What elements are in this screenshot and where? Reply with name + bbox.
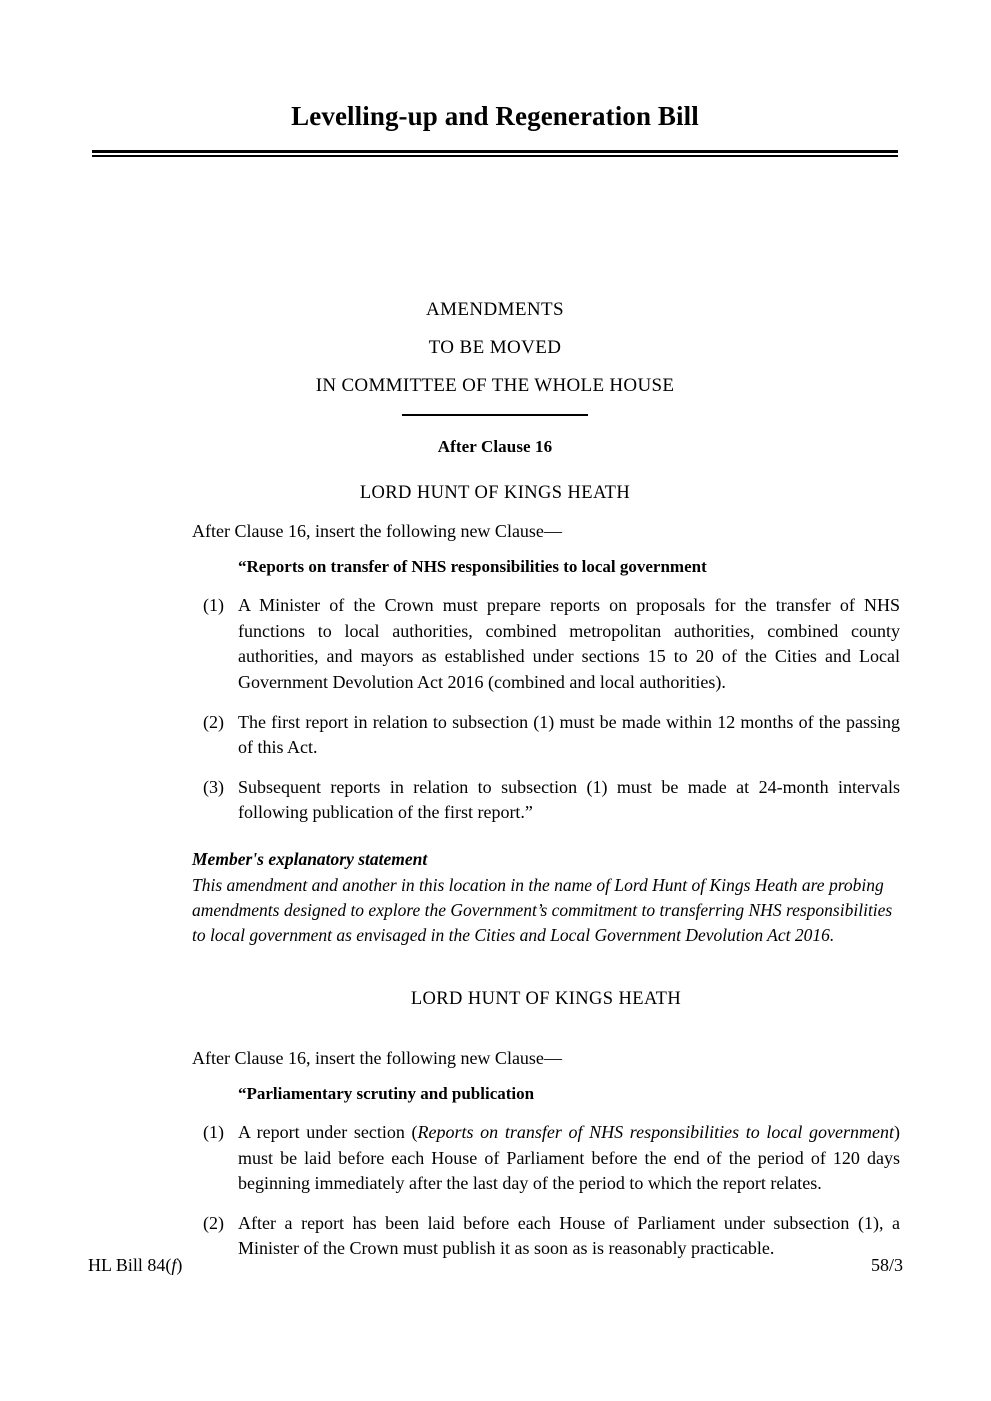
explanatory-statement-title: Member's explanatory statement (192, 848, 428, 869)
masthead-double-rule (92, 150, 898, 157)
lead-in-text-2: After Clause 16, insert the following new Clause (192, 1047, 544, 1068)
body-content (192, 519, 900, 1276)
subsection-text: The first report in relation to subsection (1) must be made within 12 months of the passing of this Act. (238, 711, 900, 758)
heading-block (92, 300, 898, 504)
sponsor-name-2: LORD HUNT OF KINGS HEATH (410, 988, 682, 1009)
subsection-number: (1) (203, 595, 224, 616)
lead-in-dash-2: — (543, 1047, 562, 1068)
subsection-number: (1) (203, 1121, 224, 1142)
section-reference-italic: Reports on transfer of NHS responsibilities to local government (417, 1121, 894, 1142)
subsection-number: (3) (203, 776, 224, 797)
heading-in-committee: IN COMMITTEE OF THE WHOLE HOUSE (315, 375, 675, 396)
subsection-row (192, 593, 900, 695)
amendment-block-1 (192, 519, 900, 948)
amendment-lead-in-2 (192, 1046, 900, 1070)
lead-in-dash-1: — (543, 521, 562, 541)
clause-heading-2: “Parliamentary scrutiny and publication (238, 1083, 535, 1103)
clause-marker: After Clause 16 (437, 436, 553, 456)
heading-to-be-moved: TO BE MOVED (428, 337, 562, 358)
rule-thin (92, 155, 898, 157)
explanatory-statement-text: This amendment and another in this location in the name of Lord Hunt of Kings Heath are probing amendments designed to explore the Government’s commitment to transferring NHS responsibilities to local government as envisaged in the Cities and Local Government Devolution Act 2016. (192, 874, 893, 945)
subsection-text-before: A report under section ( (238, 1121, 418, 1142)
subsection-number: (2) (203, 1212, 224, 1233)
heading-divider-rule (402, 414, 588, 416)
page-number: 58/3 (870, 1255, 903, 1275)
lead-in-text-1: After Clause 16, insert the following new Clause (192, 521, 544, 541)
subsection-text: A Minister of the Crown must prepare reports on proposals for the transfer of NHS functions to local authorities, combined metropolitan authorities, combined county authorities, and mayors as established under sections 15 to 20 of the Cities and Local Government Devolution Act 2016 (combined and local authorities). (238, 595, 900, 693)
bill-reference-prefix: HL Bill 84( (88, 1255, 172, 1275)
sponsor-name: LORD HUNT OF KINGS HEATH (359, 482, 631, 503)
subsection-text: Subsequent reports in relation to subsection (1) must be made at 24-month intervals following publication of the first report.” (238, 776, 900, 823)
amendment-lead-in-1 (192, 519, 900, 543)
bill-reference-letter: f (171, 1255, 177, 1275)
subsection-row (192, 775, 900, 826)
page-footer (88, 1255, 903, 1276)
subsection-text-after: ) must be laid before each House of Parliament before the end of the period of 120 days beginning immediately after the last day of the period to which the report relates. (238, 1121, 900, 1194)
subsection-text: After a report has been laid before each House of Parliament under subsection (1), a Minister of the Crown must publish it as soon as is reasonably practicable. (238, 1212, 900, 1259)
page-title: Levelling-up and Regeneration Bill (291, 101, 699, 131)
subsection-row (192, 710, 900, 761)
subsection-text (238, 1120, 900, 1197)
heading-amendments: AMENDMENTS (425, 299, 565, 320)
explanatory-statement-1 (192, 848, 900, 948)
masthead (92, 100, 898, 157)
bill-reference (88, 1255, 182, 1276)
amendment-block-2 (192, 989, 900, 1262)
bill-reference-suffix: ) (176, 1255, 183, 1275)
clause-heading-1: “Reports on transfer of NHS responsibilities to local government (238, 557, 707, 577)
subsection-number: (2) (203, 711, 224, 732)
subsection-row (192, 1120, 900, 1197)
